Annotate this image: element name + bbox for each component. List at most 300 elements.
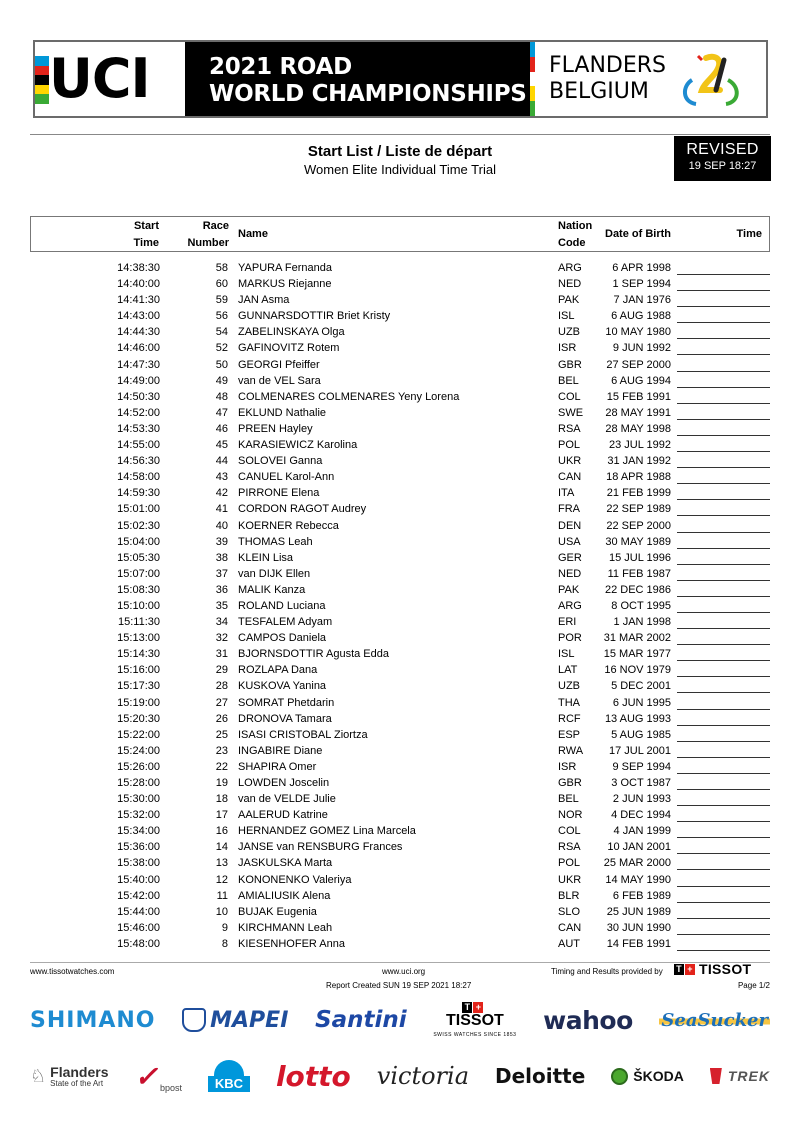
rider-name: SOMRAT Phetdarin	[238, 696, 335, 709]
start-time: 15:20:30	[117, 712, 160, 725]
nation-code: RCF	[558, 712, 581, 725]
nation-code: ESP	[558, 728, 581, 741]
race-number: 16	[215, 825, 228, 838]
start-time: 14:38:30	[117, 262, 160, 274]
race-number: 26	[215, 712, 228, 725]
race-number: 8	[221, 937, 228, 950]
time-entry-line	[677, 805, 770, 806]
table-row	[0, 662, 800, 678]
col-nation-line1: Nation	[558, 220, 593, 232]
kbc-logo	[208, 1060, 250, 1092]
rider-name: ZABELINSKAYA Olga	[238, 326, 345, 339]
start-time: 14:59:30	[117, 487, 160, 500]
start-time: 14:56:30	[117, 455, 160, 468]
race-number: 13	[215, 857, 228, 870]
nation-code: ISR	[558, 760, 577, 773]
rider-name: GEORGI Pfeiffer	[238, 358, 320, 371]
trek-emblem-icon	[710, 1068, 722, 1084]
nation-code: RSA	[558, 422, 581, 435]
time-entry-line	[677, 757, 770, 758]
date-of-birth: 11 FEB 1987	[607, 567, 671, 580]
start-time: 14:49:00	[117, 374, 160, 387]
event-line-1: 2021 ROAD	[209, 54, 352, 80]
date-of-birth: 28 MAY 1998	[605, 422, 671, 435]
race-number: 19	[215, 777, 228, 789]
start-time: 14:44:30	[117, 326, 160, 339]
rider-name: ISASI CRISTOBAL Ziortza	[238, 728, 368, 741]
table-row	[0, 357, 800, 373]
nation-code: UKR	[558, 873, 582, 886]
race-number: 12	[215, 873, 228, 886]
race-number: 23	[215, 744, 228, 757]
time-entry-line	[677, 451, 770, 452]
time-entry-line	[677, 290, 770, 291]
bpost-mark-icon: ✓	[134, 1059, 158, 1093]
host-line-2: BELGIUM	[549, 79, 649, 104]
table-row	[0, 759, 800, 775]
race-number: 60	[215, 278, 228, 291]
start-time: 14:55:00	[117, 439, 160, 452]
race-number: 49	[215, 374, 228, 387]
col-date-of-birth: Date of Birth	[605, 228, 671, 240]
rider-name: CANUEL Karol-Ann	[238, 471, 335, 484]
nation-code: NED	[558, 278, 582, 291]
timing-credit: Timing and Results provided by	[551, 967, 663, 976]
table-row	[0, 614, 800, 630]
rider-name: GAFINOVITZ Rotem	[238, 342, 340, 355]
date-of-birth: 5 AUG 1985	[611, 728, 671, 741]
rider-name: JANSE van RENSBURG Frances	[238, 841, 403, 854]
date-of-birth: 16 NOV 1979	[604, 664, 671, 677]
start-time: 15:34:00	[117, 825, 160, 838]
table-row	[0, 437, 800, 453]
table-row	[0, 550, 800, 566]
start-list-rows	[0, 260, 800, 952]
tissot-cross-icon: T +	[674, 964, 696, 975]
time-entry-line	[677, 564, 770, 565]
deloitte-wordmark: Deloitte	[495, 1064, 586, 1088]
nation-code: GER	[558, 551, 582, 564]
start-time: 15:10:00	[117, 599, 160, 612]
page-title: Start List / Liste de départ	[307, 143, 493, 160]
nation-code: GBR	[558, 358, 582, 371]
nation-code: ITA	[558, 487, 575, 500]
tissot-sponsor-logo	[433, 998, 516, 1043]
flanders-21-emblem-icon	[676, 50, 746, 110]
nation-code: CAN	[558, 921, 582, 934]
race-number: 31	[215, 648, 228, 661]
start-time: 14:40:00	[117, 278, 160, 291]
kbc-figure-icon	[214, 1060, 244, 1076]
start-time: 15:48:00	[117, 937, 160, 950]
table-row	[0, 582, 800, 598]
start-time: 15:38:00	[117, 857, 160, 870]
table-row	[0, 260, 800, 276]
sponsor-row-2	[30, 1056, 770, 1096]
flanders-logo	[30, 1065, 109, 1088]
rider-name: PREEN Hayley	[238, 422, 313, 435]
nation-code: RSA	[558, 841, 581, 854]
date-of-birth: 22 SEP 1989	[606, 503, 671, 516]
time-entry-line	[677, 612, 770, 613]
col-race-number-line2: Number	[187, 237, 229, 249]
start-time: 14:46:00	[117, 342, 160, 355]
nation-code: AUT	[558, 937, 580, 950]
date-of-birth: 23 JUL 1992	[609, 439, 671, 452]
col-nation-line2: Code	[558, 237, 586, 249]
nation-code: ARG	[558, 262, 582, 274]
race-number: 41	[215, 503, 228, 516]
col-race-number	[181, 218, 229, 252]
time-entry-line	[677, 322, 770, 323]
time-entry-line	[677, 435, 770, 436]
race-number: 44	[215, 455, 228, 468]
start-time: 15:16:00	[117, 664, 160, 677]
time-entry-line	[677, 628, 770, 629]
race-number: 10	[215, 905, 228, 918]
rider-name: YAPURA Fernanda	[238, 262, 332, 274]
time-entry-line	[677, 934, 770, 935]
date-of-birth: 4 DEC 1994	[611, 809, 671, 822]
race-number: 56	[215, 310, 228, 323]
start-time: 15:32:00	[117, 809, 160, 822]
start-time: 15:07:00	[117, 567, 160, 580]
table-row	[0, 711, 800, 727]
time-entry-line	[677, 869, 770, 870]
host-line-1: FLANDERS	[549, 53, 667, 78]
race-number: 59	[215, 294, 228, 307]
event-subtitle: Women Elite Individual Time Trial	[304, 162, 496, 177]
rider-name: EKLUND Nathalie	[238, 406, 327, 419]
start-time: 15:28:00	[117, 777, 160, 789]
race-number: 52	[215, 342, 228, 355]
time-entry-line	[677, 532, 770, 533]
start-time: 15:24:00	[117, 744, 160, 757]
race-number: 34	[215, 616, 228, 629]
flanders-wordmark: Flanders	[50, 1063, 109, 1080]
date-of-birth: 13 AUG 1993	[604, 712, 671, 725]
rider-name: KONONENKO Valeriya	[238, 873, 352, 886]
start-time: 14:58:00	[117, 471, 160, 484]
race-number: 14	[215, 841, 228, 854]
header-divider	[30, 134, 770, 135]
tissot-wordmark: TISSOT	[699, 961, 752, 977]
tissot-logo	[674, 961, 751, 977]
table-row	[0, 807, 800, 823]
table-row	[0, 534, 800, 550]
date-of-birth: 18 APR 1988	[606, 471, 671, 484]
skoda-emblem-icon	[611, 1068, 628, 1085]
start-time: 15:05:30	[117, 551, 160, 564]
table-row	[0, 405, 800, 421]
nation-code: USA	[558, 535, 581, 548]
table-row	[0, 727, 800, 743]
rider-name: COLMENARES COLMENARES Yeny Lorena	[238, 390, 460, 403]
nation-code: BLR	[558, 889, 580, 902]
race-number: 36	[215, 583, 228, 596]
date-of-birth: 3 OCT 1987	[611, 777, 671, 789]
start-time: 14:41:30	[117, 294, 160, 307]
time-entry-line	[677, 773, 770, 774]
start-time: 15:13:00	[117, 632, 160, 645]
start-time: 15:44:00	[117, 905, 160, 918]
nation-code: ISL	[558, 648, 575, 661]
rider-name: JASKULSKA Marta	[238, 857, 333, 870]
date-of-birth: 5 DEC 2001	[611, 680, 671, 693]
date-of-birth: 9 JUN 1992	[612, 342, 671, 355]
time-entry-line	[677, 918, 770, 919]
table-row	[0, 743, 800, 759]
col-time: Time	[736, 228, 762, 240]
start-time: 15:36:00	[117, 841, 160, 854]
date-of-birth: 27 SEP 2000	[606, 358, 671, 371]
date-of-birth: 1 SEP 1994	[612, 278, 671, 291]
table-row	[0, 518, 800, 534]
table-row	[0, 501, 800, 517]
uci-link[interactable]: www.uci.org	[382, 967, 426, 976]
rider-name: JAN Asma	[238, 294, 290, 307]
santini-logo: Santini	[315, 1007, 407, 1033]
skoda-wordmark: ŠKODA	[633, 1068, 684, 1084]
col-start-time-line2: Time	[133, 237, 159, 249]
start-time: 15:02:30	[117, 519, 160, 532]
time-entry-line	[677, 403, 770, 404]
rider-name: GUNNARSDOTTIR Briet Kristy	[238, 310, 391, 323]
rider-name: AMIALIUSIK Alena	[238, 889, 331, 902]
table-row	[0, 630, 800, 646]
date-of-birth: 1 JAN 1998	[613, 616, 671, 629]
host-text	[549, 53, 666, 105]
time-entry-line	[677, 467, 770, 468]
nation-code: ISL	[558, 310, 575, 323]
table-row	[0, 421, 800, 437]
start-time: 15:40:00	[117, 873, 160, 886]
race-number: 39	[215, 535, 228, 548]
time-entry-line	[677, 580, 770, 581]
time-entry-line	[677, 902, 770, 903]
rider-name: SOLOVEI Ganna	[238, 455, 323, 468]
rainbow-stripes-icon	[35, 56, 49, 104]
nation-code: SLO	[558, 905, 581, 918]
race-number: 47	[215, 406, 228, 419]
rider-name: PIRRONE Elena	[238, 487, 320, 500]
report-created: Report Created SUN 19 SEP 2021 18:27	[326, 981, 472, 990]
date-of-birth: 6 AUG 1994	[611, 374, 671, 387]
event-line-2: WORLD CHAMPIONSHIPS	[209, 81, 527, 107]
date-of-birth: 21 FEB 1999	[606, 487, 671, 500]
date-of-birth: 7 JAN 1976	[613, 294, 671, 307]
table-row	[0, 276, 800, 292]
time-entry-line	[677, 483, 770, 484]
nation-code: PAK	[558, 583, 580, 596]
footer-divider	[30, 962, 770, 963]
tissot-tagline: SWISS WATCHES SINCE 1853	[433, 1031, 517, 1038]
date-of-birth: 6 JUN 1995	[612, 696, 671, 709]
nation-code: NOR	[558, 809, 583, 822]
rider-name: van de VEL Sara	[238, 374, 321, 387]
table-row	[0, 453, 800, 469]
rider-name: LOWDEN Joscelin	[238, 777, 330, 789]
time-entry-line	[677, 596, 770, 597]
rider-name: KARASIEWICZ Karolina	[238, 439, 358, 452]
table-row	[0, 292, 800, 308]
date-of-birth: 9 SEP 1994	[612, 760, 671, 773]
table-row	[0, 775, 800, 791]
date-of-birth: 31 JAN 1992	[607, 455, 671, 468]
race-number: 38	[215, 551, 228, 564]
start-time: 15:01:00	[117, 503, 160, 516]
table-row	[0, 888, 800, 904]
start-time: 15:11:30	[117, 616, 160, 629]
start-time: 15:04:00	[117, 535, 160, 548]
bpost-logo	[134, 1060, 182, 1093]
rider-name: THOMAS Leah	[238, 535, 313, 548]
table-row	[0, 566, 800, 582]
tissot-link[interactable]: www.tissotwatches.com	[30, 967, 115, 976]
revised-time: 19 SEP 18:27	[688, 160, 757, 172]
page-number: Page 1/2	[737, 981, 770, 990]
nation-code: POL	[558, 439, 581, 452]
date-of-birth: 15 MAR 1977	[603, 648, 671, 661]
race-number: 35	[215, 599, 228, 612]
start-time: 14:50:30	[117, 390, 160, 403]
table-row	[0, 791, 800, 807]
flanders-lion-icon: ♘	[30, 1065, 47, 1086]
race-number: 48	[215, 390, 228, 403]
rider-name: KIESENHOFER Anna	[238, 937, 345, 950]
nation-code: NED	[558, 567, 582, 580]
rider-name: KUSKOVA Yanina	[238, 680, 327, 693]
nation-code: SWE	[558, 406, 584, 419]
seasucker-logo: SeaSucker	[661, 1009, 768, 1031]
wahoo-logo: wahoo	[543, 1005, 633, 1035]
table-row	[0, 598, 800, 614]
rider-name: SHAPIRA Omer	[238, 760, 317, 773]
start-time: 15:46:00	[117, 921, 160, 934]
time-entry-line	[677, 660, 770, 661]
time-entry-line	[677, 741, 770, 742]
trek-wordmark: TREK	[727, 1068, 770, 1084]
start-time: 15:26:00	[117, 760, 160, 773]
mapei-logo	[182, 1008, 288, 1033]
date-of-birth: 22 SEP 2000	[606, 519, 671, 532]
table-header	[30, 216, 770, 252]
lotto-logo: lotto	[275, 1059, 351, 1093]
date-of-birth: 25 JUN 1989	[606, 905, 671, 918]
time-entry-line	[677, 274, 770, 275]
kbc-wordmark: KBC	[208, 1076, 250, 1092]
time-entry-line	[677, 853, 770, 854]
start-time: 15:17:30	[117, 680, 160, 693]
nation-code: RWA	[558, 744, 584, 757]
time-entry-line	[677, 306, 770, 307]
trek-logo	[710, 1068, 770, 1084]
time-entry-line	[677, 548, 770, 549]
time-entry-line	[677, 676, 770, 677]
date-of-birth: 6 APR 1998	[612, 262, 671, 274]
rider-name: KLEIN Lisa	[238, 551, 294, 564]
mapei-wordmark: MAPEI	[210, 1007, 289, 1033]
race-number: 58	[215, 262, 228, 274]
nation-code: POR	[558, 632, 582, 645]
rider-name: ROZLAPA Dana	[238, 664, 318, 677]
nation-code: ISR	[558, 342, 577, 355]
race-number: 42	[215, 487, 228, 500]
race-number: 27	[215, 696, 228, 709]
nation-code: POL	[558, 857, 581, 870]
nation-code: BEL	[558, 793, 579, 806]
time-entry-line	[677, 821, 770, 822]
shimano-logo: SHIMANO	[30, 1007, 156, 1033]
table-row	[0, 678, 800, 694]
tissot-cross-icon: T +	[462, 1002, 484, 1013]
date-of-birth: 10 MAY 1980	[605, 326, 671, 339]
race-number: 37	[215, 567, 228, 580]
start-time: 15:30:00	[117, 793, 160, 806]
date-of-birth: 14 FEB 1991	[606, 937, 671, 950]
rider-name: AALERUD Katrine	[238, 809, 328, 822]
bpost-wordmark: bpost	[159, 1082, 182, 1093]
revised-badge	[674, 136, 771, 181]
time-entry-line	[677, 499, 770, 500]
flanders-tagline: State of the Art	[50, 1078, 104, 1088]
start-time: 15:08:30	[117, 583, 160, 596]
date-of-birth: 17 JUL 2001	[609, 744, 671, 757]
nation-code: DEN	[558, 519, 582, 532]
nation-code: BEL	[558, 374, 579, 387]
nation-code: LAT	[558, 664, 578, 677]
race-number: 28	[215, 680, 228, 693]
uci-logo	[35, 42, 185, 116]
race-number: 29	[215, 664, 228, 677]
uci-wordmark: UCI	[49, 47, 150, 110]
start-time: 15:22:00	[117, 728, 160, 741]
rider-name: DRONOVA Tamara	[238, 712, 332, 725]
rainbow-bar-icon	[530, 42, 535, 116]
date-of-birth: 6 FEB 1989	[612, 889, 671, 902]
nation-code: CAN	[558, 471, 582, 484]
col-start-time	[129, 218, 159, 252]
time-entry-line	[677, 789, 770, 790]
nation-code: THA	[558, 696, 580, 709]
date-of-birth: 28 MAY 1991	[605, 406, 671, 419]
rider-name: BJORNSDOTTIR Agusta Edda	[238, 648, 389, 661]
event-banner	[33, 40, 768, 118]
start-time: 15:14:30	[117, 648, 160, 661]
table-row	[0, 324, 800, 340]
rider-name: KOERNER Rebecca	[238, 519, 339, 532]
date-of-birth: 25 MAR 2000	[603, 857, 671, 870]
race-number: 25	[215, 728, 228, 741]
table-row	[0, 936, 800, 952]
table-row	[0, 646, 800, 662]
table-row	[0, 469, 800, 485]
nation-code: FRA	[558, 503, 580, 516]
time-entry-line	[677, 354, 770, 355]
date-of-birth: 30 JUN 1990	[606, 921, 671, 934]
race-number: 43	[215, 471, 228, 484]
col-race-number-line1: Race	[202, 220, 229, 232]
nation-code: UZB	[558, 680, 580, 693]
table-row	[0, 839, 800, 855]
race-number: 40	[215, 519, 228, 532]
rider-name: CAMPOS Daniela	[238, 632, 327, 645]
date-of-birth: 15 JUL 1996	[609, 551, 671, 564]
time-entry-line	[677, 837, 770, 838]
date-of-birth: 31 MAR 2002	[603, 632, 671, 645]
start-time: 14:53:30	[117, 422, 160, 435]
table-row	[0, 695, 800, 711]
